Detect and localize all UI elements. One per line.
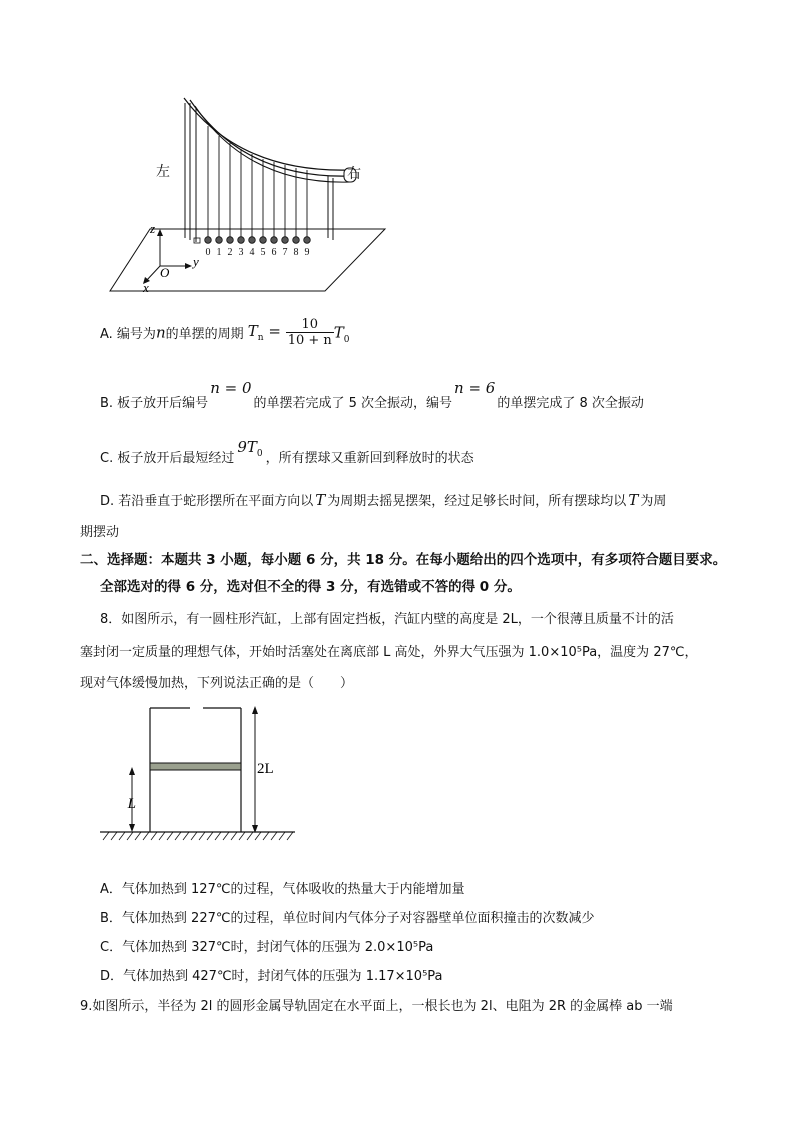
section2-heading-line2: 全部选对的得 6 分，选对但不全的得 3 分，有选错或不答的得 0 分。 — [100, 579, 521, 595]
cylinder-figure — [95, 700, 295, 850]
ball-number-4: 4 — [249, 247, 255, 258]
ball-number-2: 2 — [227, 247, 233, 258]
piston — [150, 763, 241, 770]
min-time: $9T_0$ — [237, 438, 263, 459]
ball-number-1: 1 — [216, 247, 222, 258]
q7-option-a: A. 编号为n的单摆的周期 $T_n$ = $\frac{10}{10 + n}$ $T_0$ — [100, 317, 350, 348]
ball-number-6: 6 — [271, 247, 277, 258]
ball-number-5: 5 — [260, 247, 266, 258]
cond-n0: n = 0 — [210, 379, 252, 397]
axis-x-label: x — [143, 280, 149, 293]
dim-label-2L: 2L — [257, 761, 274, 777]
left-label: 左 — [156, 164, 170, 180]
axis-z-label: z — [150, 221, 156, 236]
q7-option-b: B. 板子放开后编号n = 0的单摆若完成了 5 次全振动，编号n = 6的单摆完成了 8 次全振动 — [100, 379, 644, 411]
right-label: 右 — [347, 166, 361, 182]
q8-stem-line1: 8．如图所示，有一圆柱形汽缸，上部有固定挡板，汽缸内壁的高度是 2L，一个很薄且质量不计的活 — [100, 612, 674, 627]
dim-label-L: L — [127, 796, 136, 812]
ball-number-7: 7 — [282, 247, 288, 258]
q8-stem-line2: 塞封闭一定质量的理想气体，开始时活塞处在离底部 L 高处，外界大气压强为 1.0×10⁵Pa，温度为 27℃， — [80, 645, 698, 660]
snake-pendulum-figure — [100, 88, 390, 293]
section2-heading-line1: 二、选择题：本题共 3 小题，每小题 6 分，共 18 分。在每小题给出的四个选项中，有多项符合题目要求。 — [80, 552, 727, 568]
ball-number-8: 8 — [293, 247, 299, 258]
q8-option-c: C．气体加热到 327℃时，封闭气体的压强为 2.0×10⁵Pa — [100, 940, 434, 955]
q8-option-a: A．气体加热到 127℃的过程，气体吸收的热量大于内能增加量 — [100, 882, 465, 897]
axis-y-label: y — [193, 254, 199, 269]
ball-number-9: 9 — [304, 247, 310, 258]
pendulum-balls — [205, 237, 311, 244]
period-fraction: $\frac{10}{10 + n}$ — [287, 317, 332, 348]
pendulum-strings — [208, 126, 307, 238]
ball-number-3: 3 — [238, 247, 244, 258]
origin-label: O — [160, 265, 170, 280]
q9-stem-line1: 9.如图所示，半径为 2l 的圆形金属导轨固定在水平面上，一根长也为 2l、电阻为 2R 的金属棒 ab 一端 — [80, 999, 673, 1014]
period-formula: $T_n$ = — [247, 322, 286, 343]
q8-option-d: D．气体加热到 427℃时，封闭气体的压强为 1.17×10⁵Pa — [100, 969, 443, 984]
q7-option-d-line2: 期摆动 — [80, 525, 120, 540]
q8-option-b: B．气体加热到 227℃的过程，单位时间内气体分子对容器壁单位面积撞击的次数减少 — [100, 911, 595, 926]
q7-option-c: C. 板子放开后最短经过$9T_0$ ，所有摆球又重新回到释放时的状态 — [100, 438, 474, 466]
ball-number-0: 0 — [205, 247, 211, 258]
cond-n6: n = 6 — [454, 379, 496, 397]
q8-stem-line3: 现对气体缓慢加热，下列说法正确的是（ ） — [80, 676, 354, 691]
q7-option-d-line1: D. 若沿垂直于蛇形摆所在平面方向以 T 为周期去摇晃摆架，经过足够长时间，所有摆球均以 T 为周 — [100, 491, 667, 509]
